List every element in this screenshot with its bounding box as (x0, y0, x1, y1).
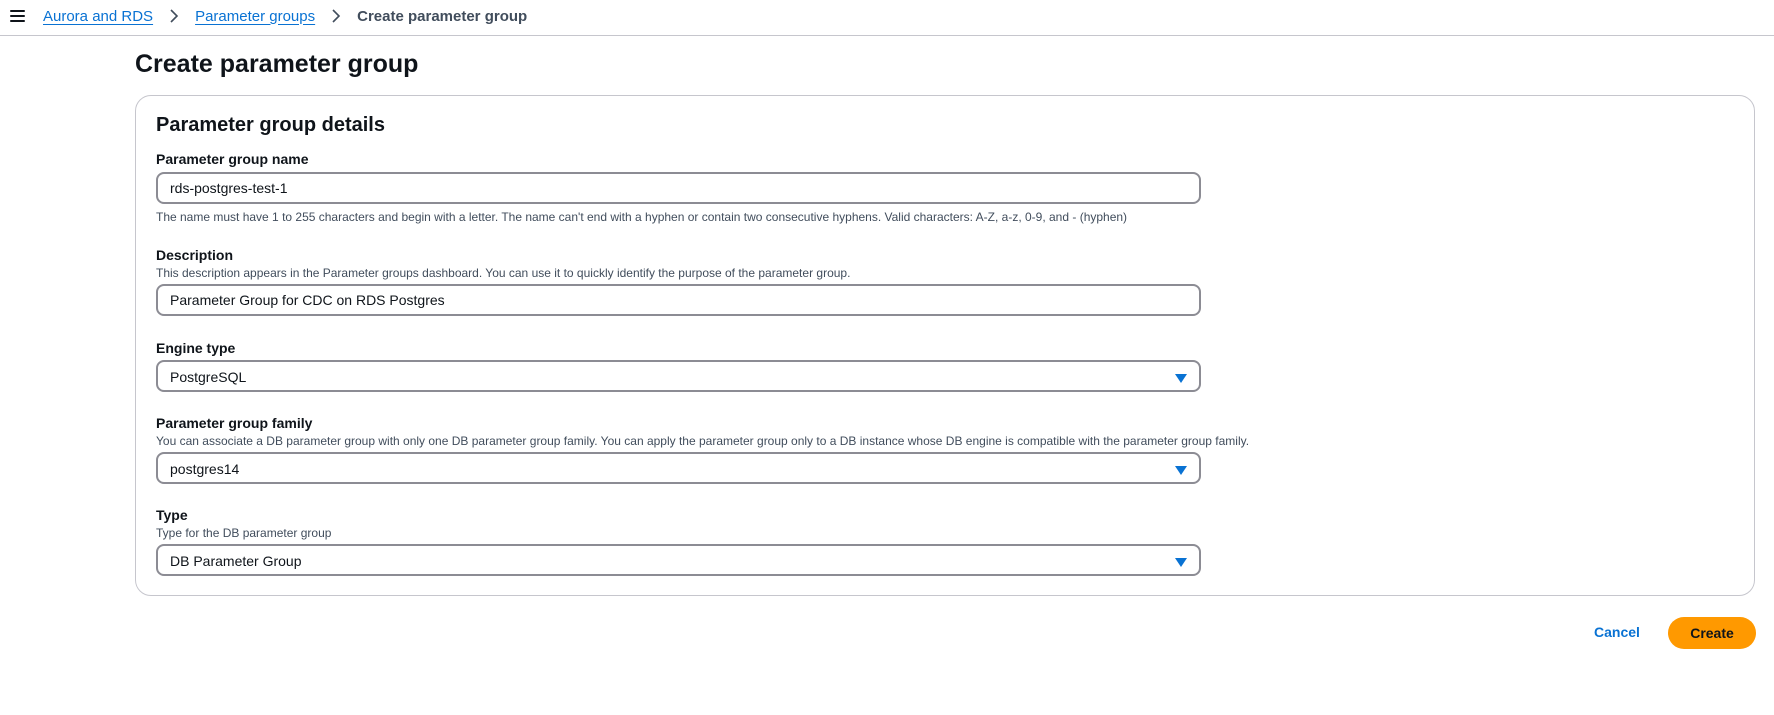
parameter-group-name-constraint: The name must have 1 to 255 characters and begin with a letter. The name can't end with a hyphen or contain two consecutive hyphens. Valid characters: A-Z, a-z, 0-9, and - (hyphen) (156, 210, 1128, 224)
breadcrumb-link-parameter-groups[interactable]: Parameter groups (195, 7, 316, 25)
type-select[interactable] (156, 544, 1201, 576)
parameter-group-family-help-text: You can associate a DB parameter group with only one DB parameter group family. You can apply the parameter group only to a DB instance whose DB engine is compatible with the parameter group family. (156, 434, 1250, 448)
engine-type-selected-value: PostgreSQL (170, 369, 247, 385)
hamburger-menu-icon[interactable] (9, 7, 27, 25)
engine-type-select[interactable] (156, 360, 1201, 392)
description-input[interactable] (156, 284, 1201, 316)
type-help-text: Type for the DB parameter group (156, 526, 332, 540)
type-selected-value: DB Parameter Group (170, 553, 302, 569)
parameter-group-name-label: Parameter group name (156, 151, 309, 167)
top-navigation-bar (0, 0, 1774, 36)
breadcrumb (43, 6, 527, 26)
parameter-group-family-select[interactable] (156, 452, 1201, 484)
description-help-text: This description appears in the Parameter groups dashboard. You can use it to quickly identify the purpose of the parameter group. (156, 266, 851, 280)
engine-type-label: Engine type (156, 340, 236, 356)
breadcrumb-link-aurora-and-rds[interactable]: Aurora and RDS (43, 7, 154, 25)
panel-title: Parameter group details (156, 114, 385, 136)
caret-down-icon (1175, 371, 1187, 381)
caret-down-icon (1175, 555, 1187, 565)
cancel-button[interactable]: Cancel (1594, 624, 1640, 640)
description-label: Description (156, 247, 234, 263)
parameter-group-family-label: Parameter group family (156, 415, 313, 431)
parameter-group-family-selected-value: postgres14 (170, 461, 240, 477)
caret-down-icon (1175, 463, 1187, 473)
page-title: Create parameter group (135, 50, 419, 78)
parameter-group-name-input[interactable] (156, 172, 1201, 204)
type-label: Type (156, 507, 188, 523)
parameter-group-details-panel (135, 95, 1755, 596)
create-button[interactable]: Create (1668, 617, 1756, 649)
chevron-right-icon (325, 8, 347, 24)
breadcrumb-current-page: Create parameter group (357, 7, 528, 25)
chevron-right-icon (163, 8, 185, 24)
